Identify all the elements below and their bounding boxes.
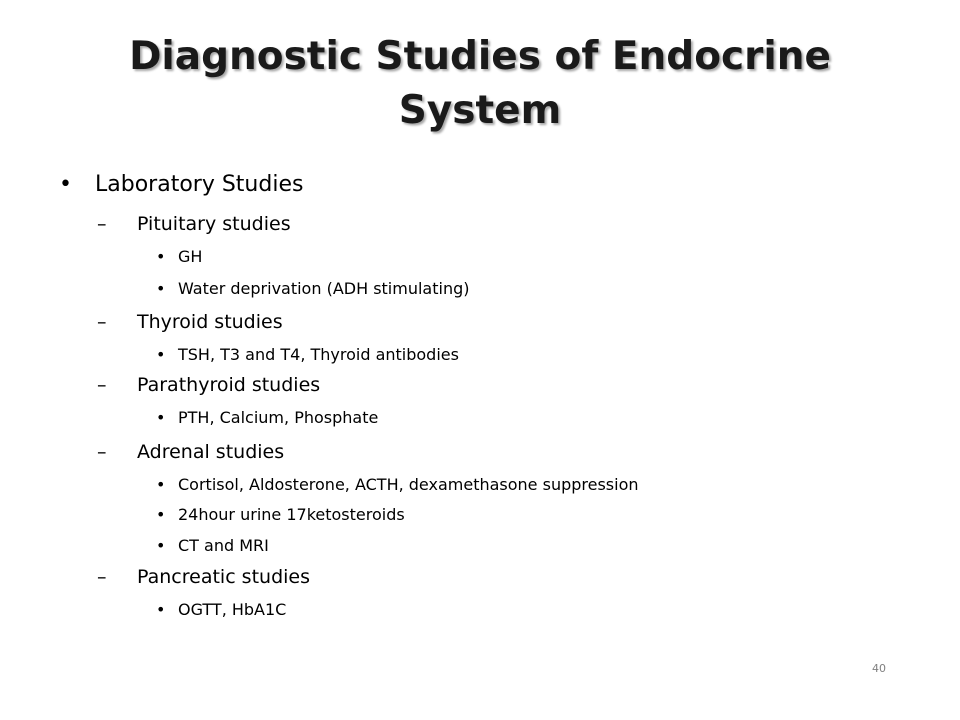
subbullet-text: Pancreatic studies	[137, 566, 310, 588]
list-item-dot: •	[156, 536, 166, 555]
list-item-text: 24hour urine 17ketosteroids	[178, 505, 405, 524]
list-item-text: Water deprivation (ADH stimulating)	[178, 279, 470, 298]
subbullet-text: Adrenal studies	[137, 441, 285, 463]
subbullet-text: Pituitary studies	[137, 213, 291, 235]
list-item-text: TSH, T3 and T4, Thyroid antibodies	[178, 345, 459, 364]
list-item-dot: •	[156, 408, 166, 427]
list-item-gh	[156, 247, 203, 266]
list-item-ct-mri	[156, 536, 269, 555]
list-item-dot: •	[156, 505, 166, 524]
subbullet-dash: –	[97, 311, 107, 333]
list-item-text: GH	[178, 247, 203, 266]
subbullet-dash: –	[97, 374, 107, 396]
bullet-text: Laboratory Studies	[95, 172, 304, 197]
list-item-text: CT and MRI	[178, 536, 269, 555]
slide-number: 40	[872, 662, 886, 675]
list-item-dot: •	[156, 247, 166, 266]
subbullet-dash: –	[97, 566, 107, 588]
subbullet-pituitary-studies	[97, 213, 291, 235]
list-item-dot: •	[156, 279, 166, 298]
bullet-dot: •	[59, 172, 72, 197]
list-item-water-deprivation	[156, 279, 470, 298]
list-item-dot: •	[156, 600, 166, 619]
list-item-pth	[156, 408, 379, 427]
list-item-dot: •	[156, 475, 166, 494]
subbullet-dash: –	[97, 441, 107, 463]
list-item-tsh	[156, 345, 459, 364]
list-item-cortisol	[156, 475, 639, 494]
list-item-dot: •	[156, 345, 166, 364]
subbullet-adrenal-studies	[97, 441, 285, 463]
slide-title-line-1: Diagnostic Studies of Endocrine	[129, 34, 831, 79]
subbullet-text: Parathyroid studies	[137, 374, 321, 396]
list-item-text: OGTT, HbA1C	[178, 600, 287, 619]
list-item-ogtt	[156, 600, 287, 619]
list-item-24hour-urine	[156, 505, 405, 524]
subbullet-thyroid-studies	[97, 311, 283, 333]
subbullet-pancreatic-studies	[97, 566, 310, 588]
list-item-text: PTH, Calcium, Phosphate	[178, 408, 379, 427]
subbullet-text: Thyroid studies	[137, 311, 283, 333]
subbullet-parathyroid-studies	[97, 374, 321, 396]
list-item-text: Cortisol, Aldosterone, ACTH, dexamethasone suppression	[178, 475, 639, 494]
slide-title-line-2: System	[398, 88, 562, 133]
bullet-laboratory-studies	[59, 172, 304, 197]
subbullet-dash: –	[97, 213, 107, 235]
